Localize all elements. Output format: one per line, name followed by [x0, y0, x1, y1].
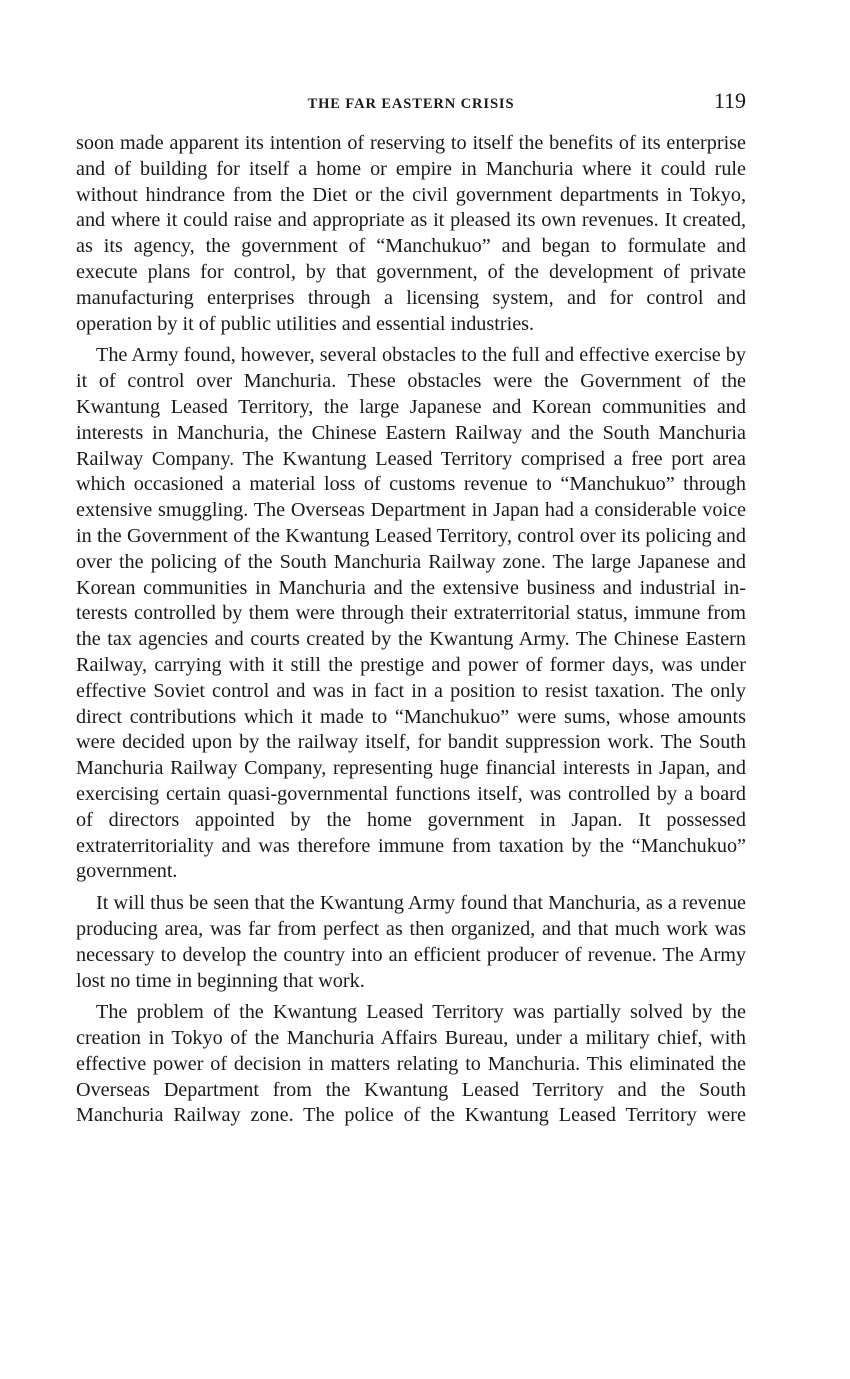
- paragraph-2: The Army found, however, several obstacles to the full and effective exercise by it of control over Manchuria. These obstacles were the Government of the Kwantung Leased Territory, the large Japanese and Korean communities and interests in Manchuria, the Chinese Eastern Railway and the South Manchuria Railway Company. The Kwantung Leased Territory comprised a free port area which occasioned a material loss of customs revenue to “Manchukuo” through extensive smuggling. The Overseas Department in Japan had a considerable voice in the Government of the Kwantung Leased Territory, control over its policing and over the policing of the South Manchuria Railway zone. The large Japanese and Korean communities in Manchuria and the extensive business and industrial interests controlled by them were through their extraterritorial status, immune from the tax agencies and courts created by the Kwantung Army. The Chinese Eastern Railway, carrying with it still the prestige and power of former days, was under effective Soviet control and was in fact in a position to resist taxation. The only direct contributions which it made to “Manchukuo” were sums, whose amounts were decided upon by the railway itself, for bandit suppression work. The South Manchuria Railway Company, representing huge financial interests in Japan, and exercising certain quasi-governmental functions itself, was controlled by a board of directors appointed by the home government in Japan. It possessed extraterritoriality and was therefore immune from taxation by the “Manchukuo” government.: [76, 344, 746, 883]
- running-title: THE FAR EASTERN CRISIS: [307, 96, 515, 112]
- running-header: [76, 88, 746, 122]
- document-page: [76, 88, 746, 1135]
- page-number: 119: [713, 88, 746, 113]
- paragraph-4: The problem of the Kwantung Leased Territory was partially solved by the creation in Tokyo of the Manchuria Affairs Bureau, under a military chief, with effective power of decision in matters relating to Manchuria. This eliminated the Overseas Department from the Kwantung Leased Territory and the South Manchuria Railway zone. The police of the Kwantung Leased Territory were: [76, 1001, 746, 1127]
- body-text: [76, 131, 746, 1129]
- paragraph-1: soon made apparent its intention of reserving to itself the benefits of its enterprise and of building for itself a home or empire in Manchuria where it could rule without hindrance from the Diet or the civil government departments in Tokyo, and where it could raise and appropriate as it pleased its own revenues. It created, as its agency, the government of “Manchukuo” and began to formulate and execute plans for control, by that government, of the development of private manufacturing enterprises through a licensing system, and for control and operation by it of public utilities and essential industries.: [76, 132, 746, 335]
- paragraph-3: It will thus be seen that the Kwantung Army found that Manchuria, as a revenue producing area, was far from perfect as then organized, and that much work was necessary to develop the country into an efficient producer of revenue. The Army lost no time in beginning that work.: [76, 892, 746, 992]
